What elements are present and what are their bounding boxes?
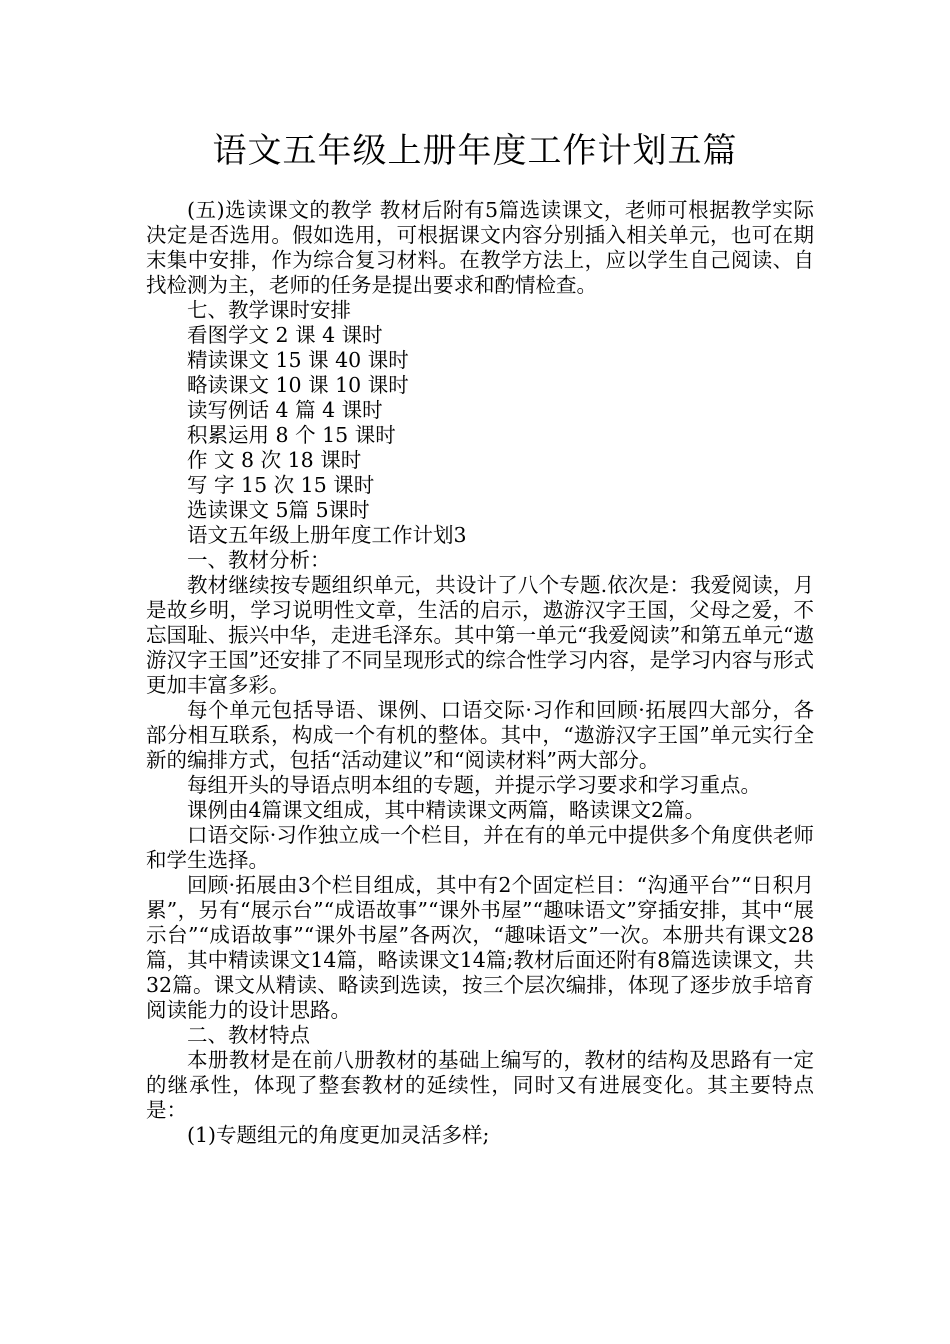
document-body xyxy=(146,198,814,1148)
list-item: 选读课文 5篇 5课时 xyxy=(187,498,370,522)
list-item: 作 文 8 次 18 课时 xyxy=(187,448,362,472)
paragraph-review-extension: 回顾·拓展由3个栏目组成，其中有2个固定栏目：“沟通平台”“日积月累”，另有“展示台”“成语故事”“课外书屋”“趣味语文”穿插安排，其中“展示台”“成语故事”“课外书屋”各两次，“趣味语文”一次。本册共有课文28篇，其中精读课文14篇，略读课文14篇;教材后面还附有8篇选读课文，共32篇。课文从精读、略读到选读，按三个层次编排，体现了逐步放手培育阅读能力的设计思路。 xyxy=(146,873,814,1022)
list-item: 看图学文 2 课 4 课时 xyxy=(187,323,383,347)
document-title: 语文五年级上册年度工作计划五篇 xyxy=(212,131,738,171)
heading-textbook-analysis: 一、教材分析： xyxy=(187,548,331,572)
list-item: 略读课文 10 课 10 课时 xyxy=(187,373,409,397)
list-item: 读写例话 4 篇 4 课时 xyxy=(187,398,383,422)
paragraph-oral-writing: 口语交际·习作独立成一个栏目，并在有的单元中提供多个角度供老师和学生选择。 xyxy=(146,823,814,872)
paragraph-optional-reading: (五)选读课文的教学 教材后附有5篇选读课文，老师可根据教学实际决定是否选用。假如选用，可根据课文内容分别插入相关单元，也可在期末集中安排，作为综合复习材料。在教学方法上，应以学生自己阅读、自找检测为主，老师的任务是提出要求和酌情检查。 xyxy=(146,198,814,297)
paragraph-unit-structure: 每个单元包括导语、课例、口语交际·习作和回顾·拓展四大部分，各部分相互联系，构成一个有机的整体。其中，“遨游汉字王国”单元实行全新的编排方式，包括“活动建议”和“阅读材料”两大部分。 xyxy=(146,698,814,772)
paragraph-intro-guide: 每组开头的导语点明本组的专题，并提示学习要求和学习重点。 xyxy=(187,773,761,797)
class-hours-list xyxy=(146,323,814,523)
paragraph-lessons: 课例由4篇课文组成，其中精读课文两篇，略读课文2篇。 xyxy=(187,798,706,822)
heading-class-hours: 七、教学课时安排 xyxy=(187,298,351,322)
paragraph-features-intro: 本册教材是在前八册教材的基础上编写的，教材的结构及思路有一定的继承性，体现了整套教材的延续性，同时又有进展变化。其主要特点是： xyxy=(146,1048,814,1122)
list-item: 写 字 15 次 15 课时 xyxy=(187,473,375,497)
list-item: 积累运用 8 个 15 课时 xyxy=(187,423,396,447)
paragraph-topics: 教材继续按专题组织单元，共设计了八个专题.依次是：我爱阅读，月是故乡明，学习说明性文章，生活的启示，遨游汉字王国，父母之爱，不忘国耻、振兴中华，走进毛泽东。其中第一单元“我爱阅读”和第五单元“遨游汉字王国”还安排了不同呈现形式的综合性学习内容，是学习内容与形式更加丰富多彩。 xyxy=(146,573,814,697)
section-title-plan-3: 语文五年级上册年度工作计划3 xyxy=(187,523,467,547)
heading-textbook-features: 二、教材特点 xyxy=(187,1023,310,1047)
paragraph-feature-1: (1)专题组元的角度更加灵活多样; xyxy=(187,1123,490,1147)
list-item: 精读课文 15 课 40 课时 xyxy=(187,348,409,372)
